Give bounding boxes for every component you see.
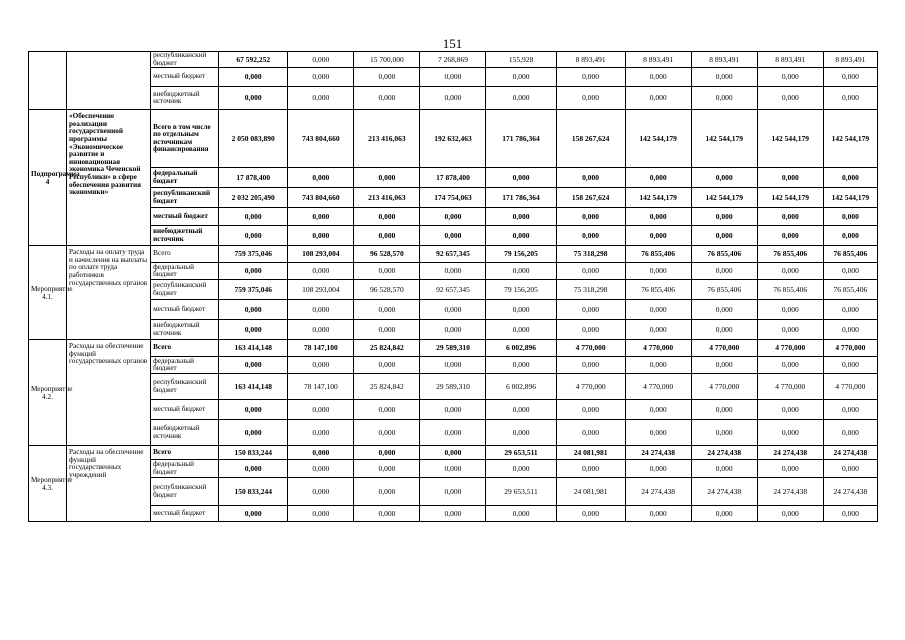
funding-source: местный бюджет bbox=[151, 208, 219, 226]
value-cell: 0,000 bbox=[420, 400, 486, 420]
value-cell: 0,000 bbox=[219, 87, 288, 110]
value-cell: 163 414,148 bbox=[219, 374, 288, 400]
value-cell: 79 156,205 bbox=[486, 280, 556, 300]
value-cell: 0,000 bbox=[288, 506, 354, 522]
value-cell: 0,000 bbox=[354, 320, 420, 340]
value-cell: 15 700,000 bbox=[354, 52, 420, 68]
value-cell: 0,000 bbox=[823, 400, 877, 420]
value-cell: 0,000 bbox=[486, 460, 556, 478]
value-cell: 0,000 bbox=[219, 420, 288, 446]
value-cell: 24 274,438 bbox=[823, 478, 877, 506]
value-cell: 4 770,000 bbox=[757, 374, 823, 400]
value-cell: 0,000 bbox=[757, 300, 823, 320]
funding-source: местный бюджет bbox=[151, 300, 219, 320]
value-cell: 0,000 bbox=[757, 208, 823, 226]
value-cell: 0,000 bbox=[354, 226, 420, 246]
program-description bbox=[67, 52, 151, 110]
value-cell: 0,000 bbox=[757, 400, 823, 420]
page-number: 151 bbox=[442, 36, 463, 51]
value-cell: 24 274,438 bbox=[757, 478, 823, 506]
value-cell: 79 156,205 bbox=[486, 246, 556, 263]
value-cell: 0,000 bbox=[823, 87, 877, 110]
value-cell: 0,000 bbox=[757, 357, 823, 374]
funding-source: федеральный бюджет bbox=[151, 263, 219, 280]
value-cell: 171 786,364 bbox=[486, 110, 556, 168]
value-cell: 0,000 bbox=[420, 208, 486, 226]
value-cell: 0,000 bbox=[757, 263, 823, 280]
funding-source: республиканский бюджет bbox=[151, 374, 219, 400]
value-cell: 0,000 bbox=[420, 300, 486, 320]
value-cell: 142 544,179 bbox=[823, 188, 877, 208]
value-cell: 108 293,004 bbox=[288, 280, 354, 300]
value-cell: 759 375,046 bbox=[219, 246, 288, 263]
value-cell: 0,000 bbox=[219, 300, 288, 320]
value-cell: 4 770,000 bbox=[625, 374, 691, 400]
value-cell: 92 657,345 bbox=[420, 280, 486, 300]
program-label: Мероприятие 4.2. bbox=[29, 340, 67, 446]
value-cell: 8 893,491 bbox=[691, 52, 757, 68]
table-row bbox=[29, 374, 878, 400]
value-cell: 0,000 bbox=[354, 478, 420, 506]
value-cell: 7 268,869 bbox=[420, 52, 486, 68]
value-cell: 743 804,660 bbox=[288, 110, 354, 168]
value-cell: 142 544,179 bbox=[823, 110, 877, 168]
value-cell: 76 855,406 bbox=[625, 280, 691, 300]
value-cell: 0,000 bbox=[354, 208, 420, 226]
value-cell: 8 893,491 bbox=[823, 52, 877, 68]
value-cell: 759 375,046 bbox=[219, 280, 288, 300]
table-row bbox=[29, 446, 878, 460]
value-cell: 29 653,511 bbox=[486, 446, 556, 460]
value-cell: 2 050 083,890 bbox=[219, 110, 288, 168]
value-cell: 2 032 205,490 bbox=[219, 188, 288, 208]
value-cell: 0,000 bbox=[420, 460, 486, 478]
value-cell: 0,000 bbox=[486, 420, 556, 446]
value-cell: 29 589,310 bbox=[420, 340, 486, 357]
value-cell: 24 274,438 bbox=[757, 446, 823, 460]
value-cell: 0,000 bbox=[288, 320, 354, 340]
value-cell: 0,000 bbox=[691, 506, 757, 522]
table-row bbox=[29, 506, 878, 522]
table-row bbox=[29, 246, 878, 263]
value-cell: 0,000 bbox=[625, 68, 691, 87]
value-cell: 92 657,345 bbox=[420, 246, 486, 263]
value-cell: 0,000 bbox=[556, 460, 625, 478]
value-cell: 96 528,570 bbox=[354, 246, 420, 263]
value-cell: 0,000 bbox=[486, 263, 556, 280]
value-cell: 0,000 bbox=[486, 208, 556, 226]
value-cell: 76 855,406 bbox=[757, 246, 823, 263]
value-cell: 78 147,100 bbox=[288, 374, 354, 400]
program-label bbox=[29, 52, 67, 110]
value-cell: 8 893,491 bbox=[625, 52, 691, 68]
value-cell: 0,000 bbox=[420, 320, 486, 340]
program-description: Расходы на обеспечение функций государственных учреждений bbox=[67, 446, 151, 522]
value-cell: 6 002,896 bbox=[486, 374, 556, 400]
value-cell: 142 544,179 bbox=[625, 110, 691, 168]
value-cell: 0,000 bbox=[823, 357, 877, 374]
value-cell: 142 544,179 bbox=[625, 188, 691, 208]
value-cell: 0,000 bbox=[625, 226, 691, 246]
value-cell: 4 770,000 bbox=[556, 340, 625, 357]
value-cell: 76 855,406 bbox=[823, 246, 877, 263]
value-cell: 0,000 bbox=[219, 226, 288, 246]
funding-source: Всего bbox=[151, 340, 219, 357]
value-cell: 142 544,179 bbox=[757, 110, 823, 168]
value-cell: 96 528,570 bbox=[354, 280, 420, 300]
value-cell: 24 081,981 bbox=[556, 478, 625, 506]
value-cell: 142 544,179 bbox=[691, 188, 757, 208]
value-cell: 0,000 bbox=[823, 420, 877, 446]
table-row bbox=[29, 300, 878, 320]
table-row bbox=[29, 168, 878, 188]
funding-table bbox=[28, 51, 878, 522]
value-cell: 0,000 bbox=[486, 357, 556, 374]
value-cell: 0,000 bbox=[420, 420, 486, 446]
funding-source: республиканский бюджет bbox=[151, 188, 219, 208]
funding-source: республиканский бюджет bbox=[151, 52, 219, 68]
value-cell: 0,000 bbox=[288, 460, 354, 478]
value-cell: 0,000 bbox=[556, 68, 625, 87]
value-cell: 0,000 bbox=[691, 460, 757, 478]
value-cell: 0,000 bbox=[556, 87, 625, 110]
program-label: Подпрограмма 4 bbox=[29, 110, 67, 246]
value-cell: 75 318,298 bbox=[556, 246, 625, 263]
value-cell: 0,000 bbox=[823, 460, 877, 478]
value-cell: 0,000 bbox=[486, 400, 556, 420]
funding-source: федеральный бюджет bbox=[151, 168, 219, 188]
value-cell: 0,000 bbox=[486, 320, 556, 340]
value-cell: 24 274,438 bbox=[625, 446, 691, 460]
value-cell: 0,000 bbox=[486, 168, 556, 188]
value-cell: 0,000 bbox=[420, 68, 486, 87]
table-row bbox=[29, 87, 878, 110]
value-cell: 0,000 bbox=[288, 226, 354, 246]
value-cell: 0,000 bbox=[625, 400, 691, 420]
value-cell: 0,000 bbox=[354, 68, 420, 87]
value-cell: 78 147,100 bbox=[288, 340, 354, 357]
value-cell: 0,000 bbox=[625, 168, 691, 188]
value-cell: 0,000 bbox=[219, 208, 288, 226]
value-cell: 0,000 bbox=[691, 357, 757, 374]
value-cell: 158 267,624 bbox=[556, 110, 625, 168]
value-cell: 0,000 bbox=[556, 357, 625, 374]
value-cell: 213 416,063 bbox=[354, 188, 420, 208]
value-cell: 17 878,400 bbox=[420, 168, 486, 188]
table-row bbox=[29, 420, 878, 446]
funding-source: внебюджетный источник bbox=[151, 87, 219, 110]
table-row bbox=[29, 320, 878, 340]
value-cell: 4 770,000 bbox=[556, 374, 625, 400]
value-cell: 0,000 bbox=[219, 506, 288, 522]
value-cell: 213 416,063 bbox=[354, 110, 420, 168]
table-row bbox=[29, 52, 878, 68]
value-cell: 0,000 bbox=[288, 168, 354, 188]
funding-source: внебюджетный источник bbox=[151, 320, 219, 340]
value-cell: 0,000 bbox=[757, 460, 823, 478]
funding-source: федеральный бюджет bbox=[151, 460, 219, 478]
value-cell: 0,000 bbox=[354, 400, 420, 420]
table-row bbox=[29, 68, 878, 87]
value-cell: 0,000 bbox=[219, 320, 288, 340]
value-cell: 76 855,406 bbox=[625, 246, 691, 263]
value-cell: 0,000 bbox=[354, 300, 420, 320]
value-cell: 0,000 bbox=[691, 68, 757, 87]
funding-source: внебюджетный источник bbox=[151, 420, 219, 446]
funding-source: местный бюджет bbox=[151, 506, 219, 522]
table-row bbox=[29, 226, 878, 246]
value-cell: 0,000 bbox=[625, 263, 691, 280]
value-cell: 4 770,000 bbox=[823, 374, 877, 400]
value-cell: 142 544,179 bbox=[757, 188, 823, 208]
table-row bbox=[29, 280, 878, 300]
value-cell: 0,000 bbox=[354, 168, 420, 188]
funding-source: внебюджетный источник bbox=[151, 226, 219, 246]
table-row bbox=[29, 400, 878, 420]
value-cell: 29 653,511 bbox=[486, 478, 556, 506]
value-cell: 0,000 bbox=[486, 68, 556, 87]
value-cell: 0,000 bbox=[625, 460, 691, 478]
value-cell: 142 544,179 bbox=[691, 110, 757, 168]
value-cell: 76 855,406 bbox=[823, 280, 877, 300]
value-cell: 8 893,491 bbox=[757, 52, 823, 68]
funding-source: федеральный бюджет bbox=[151, 357, 219, 374]
value-cell: 150 833,244 bbox=[219, 446, 288, 460]
table-row bbox=[29, 208, 878, 226]
value-cell: 0,000 bbox=[691, 320, 757, 340]
value-cell: 0,000 bbox=[420, 263, 486, 280]
table-row bbox=[29, 478, 878, 506]
value-cell: 0,000 bbox=[219, 263, 288, 280]
value-cell: 0,000 bbox=[757, 320, 823, 340]
program-description: Расходы на оплату труда и начисления на выплаты по оплате труда работников государственных органов bbox=[67, 246, 151, 340]
value-cell: 0,000 bbox=[691, 420, 757, 446]
value-cell: 0,000 bbox=[288, 263, 354, 280]
table-row bbox=[29, 460, 878, 478]
value-cell: 0,000 bbox=[625, 320, 691, 340]
value-cell: 0,000 bbox=[219, 68, 288, 87]
value-cell: 0,000 bbox=[556, 226, 625, 246]
value-cell: 0,000 bbox=[486, 506, 556, 522]
value-cell: 0,000 bbox=[556, 320, 625, 340]
value-cell: 24 081,981 bbox=[556, 446, 625, 460]
value-cell: 8 893,491 bbox=[556, 52, 625, 68]
value-cell: 25 824,842 bbox=[354, 374, 420, 400]
value-cell: 75 318,298 bbox=[556, 280, 625, 300]
value-cell: 0,000 bbox=[757, 420, 823, 446]
value-cell: 0,000 bbox=[823, 300, 877, 320]
value-cell: 0,000 bbox=[691, 208, 757, 226]
value-cell: 0,000 bbox=[691, 300, 757, 320]
table-row bbox=[29, 340, 878, 357]
value-cell: 0,000 bbox=[288, 357, 354, 374]
value-cell: 25 824,842 bbox=[354, 340, 420, 357]
funding-source: Всего в том числе по отдельным источникам финансирования bbox=[151, 110, 219, 168]
value-cell: 0,000 bbox=[354, 263, 420, 280]
value-cell: 76 855,406 bbox=[757, 280, 823, 300]
value-cell: 0,000 bbox=[288, 420, 354, 446]
value-cell: 76 855,406 bbox=[691, 246, 757, 263]
value-cell: 0,000 bbox=[691, 400, 757, 420]
value-cell: 0,000 bbox=[625, 506, 691, 522]
value-cell: 108 293,004 bbox=[288, 246, 354, 263]
value-cell: 0,000 bbox=[420, 357, 486, 374]
value-cell: 0,000 bbox=[757, 226, 823, 246]
value-cell: 0,000 bbox=[556, 506, 625, 522]
value-cell: 0,000 bbox=[420, 506, 486, 522]
value-cell: 0,000 bbox=[288, 300, 354, 320]
funding-source: местный бюджет bbox=[151, 400, 219, 420]
value-cell: 0,000 bbox=[823, 168, 877, 188]
value-cell: 24 274,438 bbox=[625, 478, 691, 506]
funding-source: республиканский бюджет bbox=[151, 478, 219, 506]
value-cell: 0,000 bbox=[354, 420, 420, 446]
value-cell: 67 592,252 bbox=[219, 52, 288, 68]
value-cell: 0,000 bbox=[556, 300, 625, 320]
value-cell: 0,000 bbox=[354, 460, 420, 478]
value-cell: 0,000 bbox=[486, 87, 556, 110]
program-label: Мероприятие 4.1. bbox=[29, 246, 67, 340]
value-cell: 0,000 bbox=[823, 320, 877, 340]
value-cell: 174 754,063 bbox=[420, 188, 486, 208]
value-cell: 0,000 bbox=[625, 357, 691, 374]
value-cell: 0,000 bbox=[288, 400, 354, 420]
value-cell: 4 770,000 bbox=[625, 340, 691, 357]
value-cell: 163 414,148 bbox=[219, 340, 288, 357]
value-cell: 0,000 bbox=[691, 226, 757, 246]
value-cell: 24 274,438 bbox=[823, 446, 877, 460]
program-description: Расходы на обеспечение функций государственных органов bbox=[67, 340, 151, 446]
value-cell: 0,000 bbox=[219, 460, 288, 478]
value-cell: 0,000 bbox=[288, 208, 354, 226]
value-cell: 24 274,438 bbox=[691, 478, 757, 506]
value-cell: 158 267,624 bbox=[556, 188, 625, 208]
value-cell: 0,000 bbox=[288, 52, 354, 68]
value-cell: 0,000 bbox=[486, 300, 556, 320]
value-cell: 0,000 bbox=[823, 506, 877, 522]
value-cell: 0,000 bbox=[757, 506, 823, 522]
value-cell: 0,000 bbox=[823, 208, 877, 226]
value-cell: 0,000 bbox=[556, 400, 625, 420]
value-cell: 743 804,660 bbox=[288, 188, 354, 208]
value-cell: 150 833,244 bbox=[219, 478, 288, 506]
table-row bbox=[29, 357, 878, 374]
value-cell: 0,000 bbox=[420, 226, 486, 246]
value-cell: 0,000 bbox=[556, 263, 625, 280]
value-cell: 4 770,000 bbox=[691, 374, 757, 400]
value-cell: 0,000 bbox=[354, 87, 420, 110]
value-cell: 0,000 bbox=[219, 400, 288, 420]
value-cell: 0,000 bbox=[691, 168, 757, 188]
table-row bbox=[29, 263, 878, 280]
funding-source: Всего bbox=[151, 246, 219, 263]
value-cell: 76 855,406 bbox=[691, 280, 757, 300]
value-cell: 0,000 bbox=[757, 168, 823, 188]
value-cell: 0,000 bbox=[288, 446, 354, 460]
value-cell: 0,000 bbox=[420, 478, 486, 506]
value-cell: 0,000 bbox=[823, 226, 877, 246]
value-cell: 0,000 bbox=[354, 446, 420, 460]
value-cell: 0,000 bbox=[420, 446, 486, 460]
value-cell: 0,000 bbox=[354, 506, 420, 522]
value-cell: 0,000 bbox=[625, 300, 691, 320]
funding-source: местный бюджет bbox=[151, 68, 219, 87]
value-cell: 0,000 bbox=[556, 420, 625, 446]
value-cell: 4 770,000 bbox=[757, 340, 823, 357]
value-cell: 0,000 bbox=[219, 357, 288, 374]
value-cell: 0,000 bbox=[757, 87, 823, 110]
value-cell: 0,000 bbox=[420, 87, 486, 110]
value-cell: 0,000 bbox=[556, 208, 625, 226]
value-cell: 0,000 bbox=[354, 357, 420, 374]
value-cell: 4 770,000 bbox=[823, 340, 877, 357]
value-cell: 0,000 bbox=[691, 87, 757, 110]
value-cell: 0,000 bbox=[486, 226, 556, 246]
program-label: Мероприятие 4.3. bbox=[29, 446, 67, 522]
funding-source: республиканский бюджет bbox=[151, 280, 219, 300]
table-row bbox=[29, 188, 878, 208]
value-cell: 0,000 bbox=[288, 87, 354, 110]
value-cell: 6 002,896 bbox=[486, 340, 556, 357]
value-cell: 0,000 bbox=[288, 478, 354, 506]
value-cell: 0,000 bbox=[691, 263, 757, 280]
value-cell: 0,000 bbox=[625, 208, 691, 226]
value-cell: 24 274,438 bbox=[691, 446, 757, 460]
value-cell: 155,928 bbox=[486, 52, 556, 68]
value-cell: 17 878,400 bbox=[219, 168, 288, 188]
value-cell: 0,000 bbox=[757, 68, 823, 87]
value-cell: 0,000 bbox=[823, 263, 877, 280]
table-row bbox=[29, 110, 878, 168]
value-cell: 4 770,000 bbox=[691, 340, 757, 357]
value-cell: 0,000 bbox=[556, 168, 625, 188]
value-cell: 0,000 bbox=[288, 68, 354, 87]
value-cell: 192 632,463 bbox=[420, 110, 486, 168]
value-cell: 171 786,364 bbox=[486, 188, 556, 208]
value-cell: 0,000 bbox=[625, 420, 691, 446]
program-description: «Обеспечение реализации государственной программы «Экономическое развитие и инновационная экономика Чеченской Республики» в сфере обеспечения развития экономики» bbox=[67, 110, 151, 246]
value-cell: 29 589,310 bbox=[420, 374, 486, 400]
value-cell: 0,000 bbox=[823, 68, 877, 87]
value-cell: 0,000 bbox=[625, 87, 691, 110]
funding-source: Всего bbox=[151, 446, 219, 460]
